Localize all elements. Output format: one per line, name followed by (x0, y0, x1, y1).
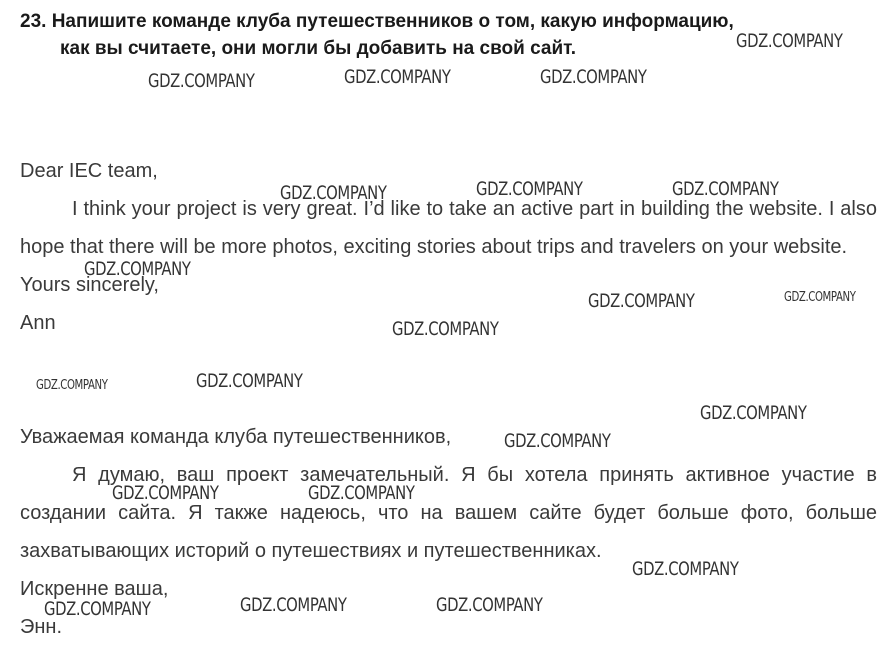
letter-ru-closing: Искренне ваша, (20, 578, 169, 600)
letter-en-closing: Yours sincerely, (20, 274, 159, 296)
watermark: GDZ.COMPANY (672, 178, 779, 200)
watermark: GDZ.COMPANY (700, 402, 807, 424)
watermark: GDZ.COMPANY (112, 482, 219, 504)
watermark: GDZ.COMPANY (240, 594, 347, 616)
task-text-line-1: Напишите команде клуба путешественников о том, какую информацию, (51, 11, 734, 32)
letter-ru-signature: Энн. (20, 616, 63, 638)
task-number: 23. (20, 11, 47, 32)
watermark: GDZ.COMPANY (632, 558, 739, 580)
letter-en-signature: Ann (20, 312, 56, 334)
watermark: GDZ.COMPANY (736, 30, 843, 52)
watermark: GDZ.COMPANY (280, 182, 387, 204)
watermark: GDZ.COMPANY (784, 290, 856, 305)
watermark: GDZ.COMPANY (308, 482, 415, 504)
letter-en-greeting: Dear IEC team, (20, 160, 158, 182)
watermark: GDZ.COMPANY (476, 178, 583, 200)
letter-ru-greeting: Уважаемая команда клуба путешественников, (20, 426, 452, 448)
watermark: GDZ.COMPANY (36, 378, 108, 393)
watermark: GDZ.COMPANY (588, 290, 695, 312)
watermark: GDZ.COMPANY (196, 370, 303, 392)
letter-ru-body: Я думаю, ваш проект замечательный. Я бы хотела принять активное участие в создании сайта. Я также надеюсь, что на вашем сайте будет больше фото, больше захватывающих историй о путешествиях и путешественниках. (20, 464, 877, 562)
watermark: GDZ.COMPANY (148, 70, 255, 92)
watermark: GDZ.COMPANY (540, 66, 647, 88)
watermark: GDZ.COMPANY (44, 598, 151, 620)
watermark: GDZ.COMPANY (436, 594, 543, 616)
watermark: GDZ.COMPANY (504, 430, 611, 452)
watermark: GDZ.COMPANY (84, 258, 191, 280)
task-text-line-2: как вы считаете, они могли бы добавить на свой сайт. (60, 38, 577, 59)
watermark: GDZ.COMPANY (392, 318, 499, 340)
watermark: GDZ.COMPANY (344, 66, 451, 88)
letter-en-body: I think your project is very great. I’d like to take an active part in building the website. I also hope that there will be more photos, exciting stories about trips and travelers on your website. (20, 198, 877, 258)
